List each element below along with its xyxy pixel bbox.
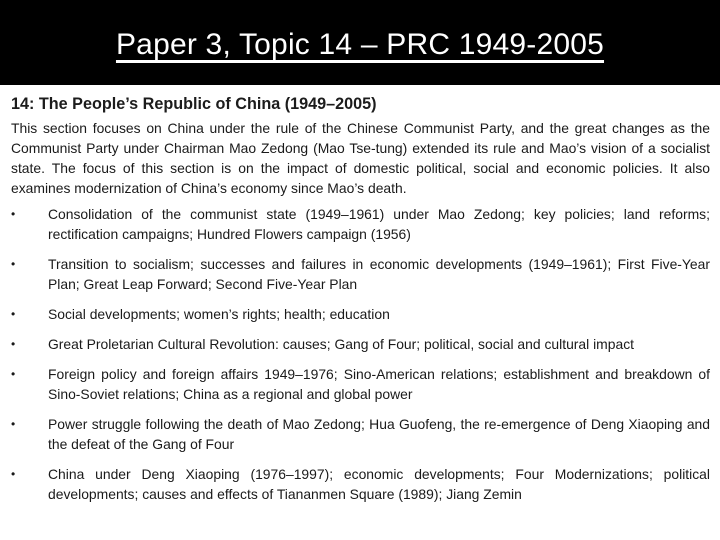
topic-item (11, 204, 710, 244)
bullet-icon: • (11, 257, 16, 271)
bullet-icon: • (11, 367, 16, 381)
topic-text: Foreign policy and foreign affairs 1949–1976; Sino-American relations; establishment and breakdown of Sino-Soviet relations; China as a regional and global power (48, 366, 710, 402)
bullet-icon: • (11, 417, 16, 431)
topic-text: Great Proletarian Cultural Revolution: causes; Gang of Four; political, social and cultural impact (48, 336, 635, 352)
topic-item (11, 464, 710, 504)
section-heading: 14: The People’s Republic of China (1949–2005) (11, 95, 377, 113)
bullet-icon: • (11, 207, 16, 221)
topic-item (11, 334, 710, 354)
topic-text: Power struggle following the death of Mao Zedong; Hua Guofeng, the re-emergence of Deng Xiaoping and the defeat of the Gang of Four (48, 416, 710, 452)
slide-title: Paper 3, Topic 14 – PRC 1949-2005 (115, 28, 605, 61)
bullet-icon: • (11, 467, 16, 481)
syllabus-document (0, 85, 720, 540)
topic-item (11, 364, 710, 404)
topic-text: Transition to socialism; successes and failures in economic developments (1949–1961); First Five-Year Plan; Great Leap Forward; Second Five-Year Plan (48, 256, 710, 292)
topic-item (11, 414, 710, 454)
topic-item (11, 304, 710, 324)
topic-item (11, 254, 710, 294)
topic-list (11, 204, 710, 504)
topic-text: Social developments; women’s rights; health; education (48, 306, 390, 322)
section-intro: This section focuses on China under the rule of the Chinese Communist Party, and the great changes as the Communist Party under Chairman Mao Zedong (Mao Tse-tung) extended its rule and Mao’s vision of a socialist state. The focus of this section is on the impact of domestic political, social and economic policies. It also examines modernization of China’s economy since Mao’s death. (11, 120, 710, 196)
bullet-icon: • (11, 307, 16, 321)
topic-text: Consolidation of the communist state (1949–1961) under Mao Zedong; key policies; land reforms; rectification campaigns; Hundred Flowers campaign (1956) (48, 206, 710, 242)
topic-text: China under Deng Xiaoping (1976–1997); economic developments; Four Modernizations; political developments; causes and effects of Tiananmen Square (1989); Jiang Zemin (48, 466, 710, 502)
bullet-icon: • (11, 337, 16, 351)
